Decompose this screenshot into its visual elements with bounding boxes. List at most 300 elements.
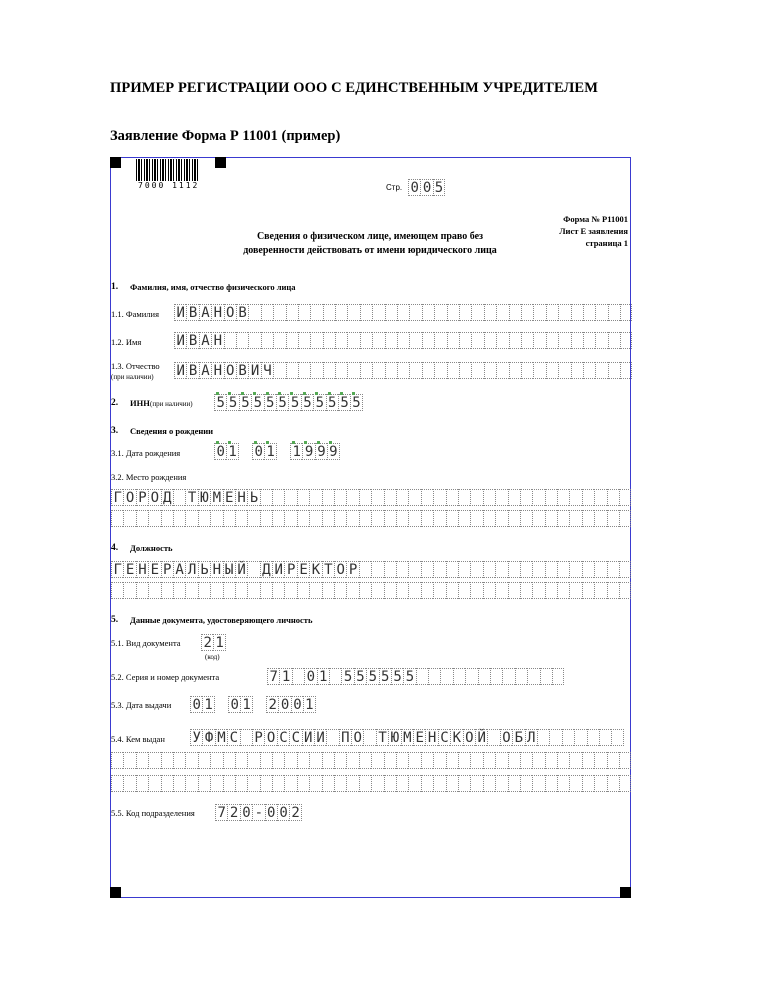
char-cell: 1 [290,443,302,460]
char-cell: 9 [315,443,327,460]
char-cell: 9 [327,443,339,460]
surname-label: 1.1. Фамилия [111,309,159,319]
char-cell [607,752,619,769]
char-cell: Ь [247,489,259,506]
char-cell [359,489,371,506]
char-cell [520,582,532,599]
char-cell: Е [413,729,425,746]
char-cell [310,304,322,321]
char-cell [185,582,197,599]
char-cell [520,489,532,506]
char-cell [198,510,210,527]
char-cell [421,561,433,578]
char-cell [284,510,296,527]
char-cell: С [289,729,301,746]
char-cell [408,510,420,527]
char-cell [359,775,371,792]
division-code-field[interactable] [215,804,302,821]
char-cell [273,332,285,349]
char-cell: О [334,561,346,578]
char-cell [458,510,470,527]
char-cell: Й [235,561,247,578]
char-cell [372,332,384,349]
char-cell [371,510,383,527]
char-cell: 1 [226,443,238,460]
s2-number: 2. [111,398,119,408]
char-cell [359,582,371,599]
char-cell: И [174,304,186,321]
char-cell [297,752,309,769]
char-cell [347,304,359,321]
char-cell [347,362,359,379]
char-cell: 5 [341,668,353,685]
char-cell [360,332,372,349]
char-cell [136,510,148,527]
char-cell: Н [136,561,148,578]
char-cell [286,304,298,321]
char-cell [458,775,470,792]
char-cell [433,582,445,599]
char-cell [587,729,599,746]
char-cell [471,362,483,379]
doc-series-label: 5.2. Серия и номер документа [111,672,220,682]
char-cell [334,489,346,506]
char-cell [260,510,272,527]
position-field-line2[interactable] [111,582,631,599]
char-cell [173,489,185,506]
char-cell [421,510,433,527]
char-cell [323,332,335,349]
char-cell [483,510,495,527]
char-cell: В [236,304,248,321]
char-cell: 9 [302,443,314,460]
char-cell [557,489,569,506]
char-cell [359,510,371,527]
char-cell: 5 [251,394,263,411]
char-cell: С [227,729,239,746]
char-cell: 0 [240,804,252,821]
char-cell [173,510,185,527]
char-cell [408,582,420,599]
char-cell [322,752,334,769]
char-cell [447,304,459,321]
char-cell [537,729,549,746]
char-cell: Р [252,729,264,746]
char-cell [247,752,259,769]
char-cell [359,561,371,578]
char-cell: Л [185,561,197,578]
char-cell [408,775,420,792]
char-cell [123,510,135,527]
char-cell [434,362,446,379]
tick-mark [266,441,269,444]
issued-by-field[interactable] [190,729,624,746]
char-cell [346,582,358,599]
char-cell: М [210,489,222,506]
char-cell [284,775,296,792]
surname-field[interactable] [174,304,632,321]
char-cell [326,729,338,746]
char-cell: И [248,362,260,379]
char-cell: 0 [278,696,290,713]
char-cell [470,510,482,527]
char-cell [322,775,334,792]
char-cell [273,362,285,379]
char-cell: К [450,729,462,746]
char-cell [484,304,496,321]
issued-by-field-line3[interactable] [111,775,631,792]
char-cell [545,775,557,792]
char-cell [297,582,309,599]
char-cell [310,362,322,379]
char-cell [396,561,408,578]
doc-type-field[interactable] [201,634,226,651]
char-cell [545,752,557,769]
char-cell: Й [475,729,487,746]
char-cell [247,561,259,578]
char-cell [397,362,409,379]
char-cell: Р [161,561,173,578]
char-cell [123,582,135,599]
char-cell [334,752,346,769]
issue-date-label: 5.3. Дата выдачи [111,700,172,710]
char-cell: В [186,362,198,379]
char-cell [569,752,581,769]
char-cell [434,332,446,349]
char-cell [123,752,135,769]
char-cell [471,332,483,349]
char-cell [261,304,273,321]
char-cell [298,362,310,379]
char-cell: 1 [215,635,224,651]
tick-mark [329,441,332,444]
char-cell [447,362,459,379]
char-cell [495,752,507,769]
char-cell: 5 [354,668,366,685]
char-cell [210,510,222,527]
char-cell [446,582,458,599]
char-cell: Г [111,561,123,578]
char-cell: Е [223,489,235,506]
char-cell: 5 [214,394,226,411]
char-cell [582,510,594,527]
char-cell [620,304,632,321]
char-cell: И [272,561,284,578]
sheet-label: Лист Е заявления [559,226,628,236]
char-cell [173,775,185,792]
char-cell: 1 [204,697,213,713]
char-cell [223,752,235,769]
char-cell [261,332,273,349]
birth-day-field[interactable] [214,443,239,460]
char-cell [396,510,408,527]
char-cell: Ф [202,729,214,746]
birth-month-field[interactable] [252,443,277,460]
char-cell: Т [376,729,388,746]
char-cell [397,332,409,349]
char-cell [569,561,581,578]
char-cell [532,489,544,506]
char-cell: О [148,489,160,506]
char-cell: К [309,561,321,578]
char-cell [298,304,310,321]
char-cell: Т [322,561,334,578]
char-cell: 5 [239,394,251,411]
char-cell [532,582,544,599]
patronymic-field[interactable] [174,362,632,379]
char-cell [161,775,173,792]
char-cell: 0 [304,668,316,685]
char-cell: М [215,729,227,746]
char-cell [533,362,545,379]
char-cell [484,332,496,349]
char-cell [607,582,619,599]
tick-mark [315,392,318,395]
char-cell [508,510,520,527]
char-cell: А [199,304,211,321]
char-cell [619,775,631,792]
char-cell [416,668,428,685]
tick-mark [216,441,219,444]
char-cell [198,752,210,769]
char-cell: О [500,729,512,746]
char-cell: 5 [264,394,276,411]
char-cell: Р [346,561,358,578]
char-cell: Е [123,561,135,578]
issued-by-field-line2[interactable] [111,752,631,769]
char-cell: 5 [226,394,238,411]
char-cell [521,332,533,349]
position-field[interactable] [111,561,631,578]
char-cell [360,362,372,379]
char-cell: 7 [267,668,279,685]
char-cell: 1 [317,668,329,685]
char-cell [421,582,433,599]
char-cell [335,362,347,379]
char-cell [284,489,296,506]
char-cell: 1 [242,697,251,713]
char-cell [440,668,452,685]
char-cell [347,332,359,349]
char-cell: О [351,729,363,746]
char-cell [483,561,495,578]
s2-note: (при наличии) [150,400,193,408]
char-cell [619,489,631,506]
char-cell [594,775,606,792]
char-cell [297,775,309,792]
char-cell [286,332,298,349]
tick-mark [303,392,306,395]
s1-number: 1. [111,282,119,292]
char-cell: И [174,362,186,379]
char-cell: 5 [391,668,403,685]
char-cell [582,489,594,506]
char-cell [619,752,631,769]
char-cell [478,668,490,685]
tick-mark [278,392,281,395]
char-cell [620,362,632,379]
char-cell [508,582,520,599]
char-cell [594,510,606,527]
doc-type-label: 5.1. Вид документа [111,638,181,648]
char-cell [272,582,284,599]
char-cell [384,510,396,527]
char-cell [272,775,284,792]
char-cell: Д [260,561,272,578]
char-cell [111,510,123,527]
char-cell [224,332,236,349]
char-cell [595,332,607,349]
char-cell [545,561,557,578]
char-cell [422,362,434,379]
birth-place-field-line2[interactable] [111,510,631,527]
char-cell [557,510,569,527]
char-cell [483,775,495,792]
char-cell: О [224,362,236,379]
char-cell [235,752,247,769]
char-cell [545,582,557,599]
char-cell [136,752,148,769]
char-cell [458,752,470,769]
char-cell [545,489,557,506]
char-cell [284,752,296,769]
char-cell: Н [211,304,223,321]
char-cell [619,510,631,527]
char-cell [483,752,495,769]
char-cell [260,582,272,599]
form-number: Форма № Р11001 [563,214,628,224]
char-cell [433,489,445,506]
char-cell [594,489,606,506]
char-cell: 2 [227,804,239,821]
char-cell: Р [136,489,148,506]
issued-by-label: 5.4. Кем выдан [111,734,165,744]
char-cell [557,582,569,599]
barcode-icon [136,159,198,181]
char-cell [323,304,335,321]
char-cell [409,332,421,349]
char-cell [272,489,284,506]
char-cell [608,362,620,379]
char-cell [583,362,595,379]
birth-year-field[interactable] [290,443,340,460]
char-cell [552,668,564,685]
s3-number: 3. [111,426,119,436]
tick-mark [304,441,307,444]
char-cell [571,304,583,321]
patronymic-note: (при наличии) [111,373,154,381]
doc-series-field[interactable] [267,668,564,685]
char-cell [422,332,434,349]
char-cell [495,582,507,599]
char-cell [594,582,606,599]
char-cell [297,489,309,506]
char-cell [408,489,420,506]
char-cell [408,561,420,578]
char-cell [173,752,185,769]
char-cell [509,332,521,349]
char-cell [272,510,284,527]
char-cell [434,304,446,321]
char-cell [408,752,420,769]
char-cell [582,561,594,578]
char-cell [490,668,502,685]
char-cell [284,582,296,599]
char-cell [459,304,471,321]
char-cell: Н [210,561,222,578]
char-cell [371,489,383,506]
char-cell: 0 [408,179,420,196]
char-cell: Е [148,561,160,578]
char-cell [421,489,433,506]
char-cell [298,332,310,349]
tick-mark [228,392,231,395]
char-cell: А [199,332,211,349]
char-cell [546,362,558,379]
char-cell [210,582,222,599]
char-cell: 0 [291,696,303,713]
char-cell [520,561,532,578]
char-cell [433,775,445,792]
char-cell [322,510,334,527]
char-cell [372,362,384,379]
char-cell [508,489,520,506]
char-cell [309,752,321,769]
char-cell [210,775,222,792]
char-cell [371,752,383,769]
name-field[interactable] [174,332,632,349]
birth-place-field[interactable] [111,489,631,506]
char-cell [334,775,346,792]
issue-month-field[interactable] [228,696,253,713]
char-cell: О [463,729,475,746]
char-cell [223,582,235,599]
char-cell [594,561,606,578]
char-cell [272,752,284,769]
char-cell [248,304,260,321]
char-cell [496,362,508,379]
tick-mark [290,392,293,395]
char-cell [532,510,544,527]
char-cell [359,752,371,769]
char-cell [309,510,321,527]
char-cell [385,304,397,321]
char-cell [198,775,210,792]
char-cell [508,752,520,769]
tick-mark [292,441,295,444]
char-cell: Н [211,332,223,349]
char-cell [546,332,558,349]
char-cell: 5 [434,180,444,196]
char-cell [421,752,433,769]
issue-year-field[interactable] [266,696,316,713]
char-cell: 1 [264,443,276,460]
char-cell [582,752,594,769]
char-cell [247,510,259,527]
char-cell [223,510,235,527]
patronymic-label: 1.3. Отчество [111,361,160,371]
char-cell: 0 [277,804,289,821]
char-cell [371,561,383,578]
issue-day-field[interactable] [190,696,215,713]
char-cell [273,304,285,321]
char-cell: Н [235,489,247,506]
char-cell [446,561,458,578]
inn-field[interactable] [214,394,363,411]
char-cell [329,668,341,685]
s4-heading: Должность [130,543,173,553]
char-cell [428,668,440,685]
